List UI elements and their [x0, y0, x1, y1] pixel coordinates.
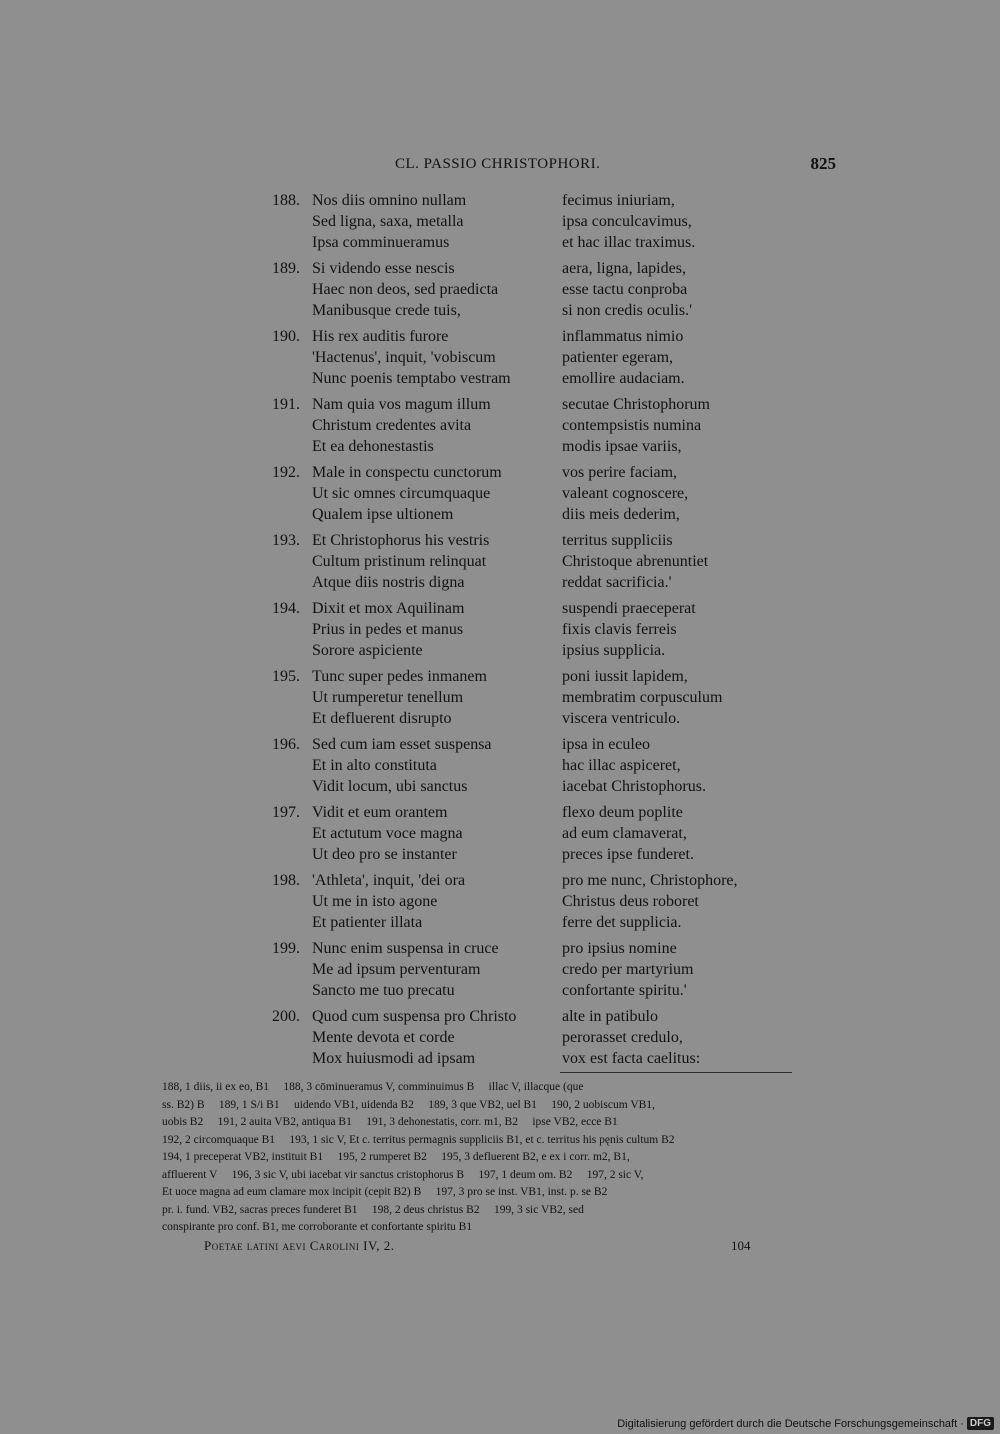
stanza	[260, 394, 800, 457]
verse-left-half: Vidit locum, ubi sanctus	[312, 778, 468, 795]
verse-left-half: His rex auditis furore	[312, 328, 449, 345]
verse-right-half: patienter egeram,	[562, 349, 674, 366]
verse-left-half: Et in alto constituta	[312, 757, 437, 774]
verse-left-half: Tunc super pedes inmanem	[312, 668, 487, 685]
verse-right-half: vox est facta caelitus:	[562, 1050, 701, 1067]
verse-line	[260, 687, 800, 708]
sheet-number: 104	[731, 1238, 751, 1253]
verse-left-half: Nos diis omnino nullam	[312, 192, 467, 209]
verse-left-half: Sed cum iam esset suspensa	[312, 736, 492, 753]
collection-title: Poetae latini aevi Carolini IV, 2.	[204, 1238, 395, 1253]
verse-left-half: Ut sic omnes circumquaque	[312, 485, 491, 502]
stanza-number: 193.	[272, 532, 300, 549]
footnote-line: pr. i. fund. VB2, sacras preces funderet B1 198, 2 deus christus B2 199, 3 sic VB2, sed	[162, 1203, 584, 1216]
verse-left-half: Male in conspectu cunctorum	[312, 464, 502, 481]
verse-left-half: Dixit et mox Aquilinam	[312, 600, 465, 617]
footnote-line: 192, 2 circomquaque B1 193, 1 sic V, Et c. territus permagnis suppliciis B1, et c. territus his pęnis cultum B2	[162, 1133, 675, 1146]
footnote-line: conspirante pro conf. B1, me corroborante et confortante spiritu B1	[162, 1221, 473, 1233]
stanza-number: 196.	[272, 736, 300, 753]
verse-right-half: ad eum clamaverat,	[562, 825, 687, 842]
verse-right-half: membratim corpusculum	[562, 689, 723, 706]
verse-right-half: inflammatus nimio	[562, 328, 684, 345]
verse-right-half: suspendi praeceperat	[562, 600, 696, 617]
page-title: CL. PASSIO CHRISTOPHORI.	[395, 156, 601, 172]
verse-right-half: pro me nunc, Christophore,	[562, 872, 738, 889]
stanza-number: 198.	[272, 872, 300, 889]
verse-line	[260, 1027, 800, 1048]
verse-line	[260, 279, 800, 300]
verse-line	[260, 598, 800, 619]
stanza	[260, 258, 800, 321]
digitization-credit	[617, 1417, 994, 1430]
verse-line	[260, 368, 800, 389]
verse-line	[260, 640, 800, 661]
verse-right-half: pro ipsius nomine	[562, 940, 677, 957]
verse-line	[260, 755, 800, 776]
verse-right-half: aera, ligna, lapides,	[562, 260, 686, 277]
verse-right-half: alte in patibulo	[562, 1008, 658, 1025]
verse-line	[260, 572, 800, 593]
verse-right-half: valeant cognoscere,	[562, 485, 689, 502]
verse-line	[260, 326, 800, 347]
footnote-line: ss. B2) B 189, 1 S/i B1 uidendo VB1, uidenda B2 189, 3 que VB2, uel B1 190, 2 uobiscum VB1,	[162, 1098, 655, 1111]
verse-line	[260, 619, 800, 640]
verse-right-half: contempsistis numina	[562, 417, 702, 434]
verse-line	[260, 551, 800, 572]
verse-right-half: vos perire faciam,	[562, 464, 678, 481]
stanza-number: 192.	[272, 464, 300, 481]
verse-right-half: modis ipsae variis,	[562, 438, 682, 455]
verse-left-half: Ut me in isto agone	[312, 893, 438, 910]
stanza	[260, 938, 800, 1001]
stanza	[260, 326, 800, 389]
verse-right-half: perorasset credulo,	[562, 1029, 683, 1046]
verse-right-half: reddat sacrificia.'	[562, 574, 672, 591]
footnote-line: uobis B2 191, 2 auita VB2, antiqua B1 191, 3 dehonestatis, corr. m1, B2 ipse VB2, ecce B1	[162, 1116, 618, 1128]
verse-right-half: ferre det supplicia.	[562, 914, 682, 931]
verse-right-half: fixis clavis ferreis	[562, 621, 677, 638]
verse-line	[260, 776, 800, 797]
verse-right-half: emollire audaciam.	[562, 370, 685, 387]
verse-line	[260, 504, 800, 525]
verse-left-half: Sancto me tuo precatu	[312, 982, 455, 999]
verse-left-half: Et ea dehonestastis	[312, 438, 434, 455]
verse-line	[260, 734, 800, 755]
verse-right-half: secutae Christophorum	[562, 396, 710, 413]
verse-line	[260, 415, 800, 436]
verse-right-half: ipsius supplicia.	[562, 642, 666, 659]
verse-left-half: Nam quia vos magum illum	[312, 396, 491, 413]
stanza-number: 191.	[272, 396, 300, 413]
stanza	[260, 734, 800, 797]
running-header	[160, 152, 836, 180]
verse-left-half: Quod cum suspensa pro Christo	[312, 1008, 517, 1025]
stanza	[260, 1006, 800, 1069]
stanza	[260, 530, 800, 593]
verse-right-half: iacebat Christophorus.	[562, 778, 706, 795]
verse-left-half: Mox huiusmodi ad ipsam	[312, 1050, 476, 1067]
verse-line	[260, 300, 800, 321]
verse-right-half: diis meis dederim,	[562, 506, 680, 523]
stanza-number: 199.	[272, 940, 300, 957]
verse-left-half: Sorore aspiciente	[312, 642, 423, 659]
stanza-number: 200.	[272, 1008, 300, 1025]
verse-line	[260, 190, 800, 211]
verse-right-half: si non credis oculis.'	[562, 302, 692, 319]
verse-line	[260, 959, 800, 980]
verse-left-half: 'Athleta', inquit, 'dei ora	[312, 872, 466, 889]
verse-left-half: Vidit et eum orantem	[312, 804, 448, 821]
verse-line	[260, 823, 800, 844]
stanza	[260, 190, 800, 253]
verse-left-half: Me ad ipsum perventuram	[312, 961, 481, 978]
verse-line	[260, 891, 800, 912]
poem-text	[260, 190, 800, 1074]
verse-right-half: et hac illac traximus.	[562, 234, 696, 251]
stanza-number: 194.	[272, 600, 300, 617]
verse-right-half: flexo deum poplite	[562, 804, 683, 821]
verse-line	[260, 347, 800, 368]
verse-left-half: Manibusque crede tuis,	[312, 302, 461, 319]
verse-line	[260, 436, 800, 457]
verse-right-half: fecimus iniuriam,	[562, 192, 675, 209]
verse-line	[260, 394, 800, 415]
verse-left-half: Mente devota et corde	[312, 1029, 455, 1046]
stanza-number: 195.	[272, 668, 300, 685]
verse-left-half: Nunc poenis temptabo vestram	[312, 370, 511, 387]
footnote-line: affluerent V 196, 3 sic V, ubi iacebat vir sanctus cristophorus B 197, 1 deum om. B2 197, 2 sic V,	[162, 1168, 644, 1181]
verse-right-half: poni iussit lapidem,	[562, 668, 688, 685]
verse-left-half: Atque diis nostris digna	[312, 574, 465, 591]
dfg-logo: DFG	[967, 1417, 994, 1430]
verse-line	[260, 462, 800, 483]
stanza	[260, 598, 800, 661]
verse-left-half: Cultum pristinum relinquat	[312, 553, 487, 570]
verse-right-half: Christoque abrenuntiet	[562, 553, 709, 570]
verse-line	[260, 232, 800, 253]
verse-left-half: Et patienter illata	[312, 914, 423, 931]
verse-left-half: Prius in pedes et manus	[312, 621, 464, 638]
footnote-line: Et uoce magna ad eum clamare mox incipit (cepit B2) B 197, 3 pro se inst. VB1, inst. p. se B2	[162, 1186, 608, 1198]
verse-line	[260, 870, 800, 891]
verse-right-half: Christus deus roboret	[562, 893, 699, 910]
stanza-number: 188.	[272, 192, 300, 209]
verse-left-half: Ut deo pro se instanter	[312, 846, 457, 863]
verse-line	[260, 1048, 800, 1069]
verse-left-half: Et defluerent disrupto	[312, 710, 452, 727]
verse-left-half: Ut rumperetur tenellum	[312, 689, 464, 706]
verse-left-half: Ipsa comminueramus	[312, 234, 450, 251]
verse-line	[260, 802, 800, 823]
verse-line	[260, 666, 800, 687]
verse-left-half: Sed ligna, saxa, metalla	[312, 213, 464, 230]
verse-left-half: Qualem ipse ultionem	[312, 506, 454, 523]
verse-line	[260, 258, 800, 279]
stanza	[260, 666, 800, 729]
stanza	[260, 870, 800, 933]
verse-left-half: Nunc enim suspensa in cruce	[312, 940, 499, 957]
verse-line	[260, 530, 800, 551]
verse-right-half: hac illac aspiceret,	[562, 757, 681, 774]
stanza-number: 189.	[272, 260, 300, 277]
critical-apparatus	[162, 1079, 838, 1237]
verse-left-half: Et actutum voce magna	[312, 825, 463, 842]
verse-left-half: 'Hactenus', inquit, 'vobiscum	[312, 349, 496, 366]
verse-line	[260, 211, 800, 232]
stanza-number: 197.	[272, 804, 300, 821]
verse-right-half: esse tactu conproba	[562, 281, 688, 298]
verse-left-half: Christum credentes avita	[312, 417, 472, 434]
footnote-line: 188, 1 diis, ii ex eo, B1 188, 3 cōminueramus V, comminuimus B illac V, illacque (que	[162, 1081, 584, 1093]
stanza-number: 190.	[272, 328, 300, 345]
verse-right-half: ipsa in eculeo	[562, 736, 650, 753]
verse-right-half: confortante spiritu.'	[562, 982, 687, 999]
verse-line	[260, 708, 800, 729]
credit-text: Digitalisierung gefördert durch die Deutsche Forschungsgemeinschaft ·	[617, 1417, 964, 1430]
stanza	[260, 462, 800, 525]
verse-line	[260, 844, 800, 865]
verse-right-half: credo per martyrium	[562, 961, 694, 978]
verse-left-half: Haec non deos, sed praedicta	[312, 281, 499, 298]
verse-line	[260, 912, 800, 933]
verse-left-half: Si videndo esse nescis	[312, 260, 455, 277]
page-number: 825	[810, 154, 836, 173]
verse-right-half: territus suppliciis	[562, 532, 673, 549]
verse-line	[260, 1006, 800, 1027]
verse-line	[260, 980, 800, 1001]
verse-line	[260, 483, 800, 504]
footnote-rule	[560, 1072, 792, 1073]
verse-right-half: viscera ventriculo.	[562, 710, 681, 727]
stanza	[260, 802, 800, 865]
footnote-line: 194, 1 preceperat VB2, instituit B1 195, 2 rumperet B2 195, 3 defluerent B2, e ex i corr. m2, B1,	[162, 1151, 630, 1163]
verse-left-half: Et Christophorus his vestris	[312, 532, 490, 549]
verse-right-half: ipsa conculcavimus,	[562, 213, 692, 230]
verse-right-half: preces ipse funderet.	[562, 846, 694, 863]
verse-line	[260, 938, 800, 959]
